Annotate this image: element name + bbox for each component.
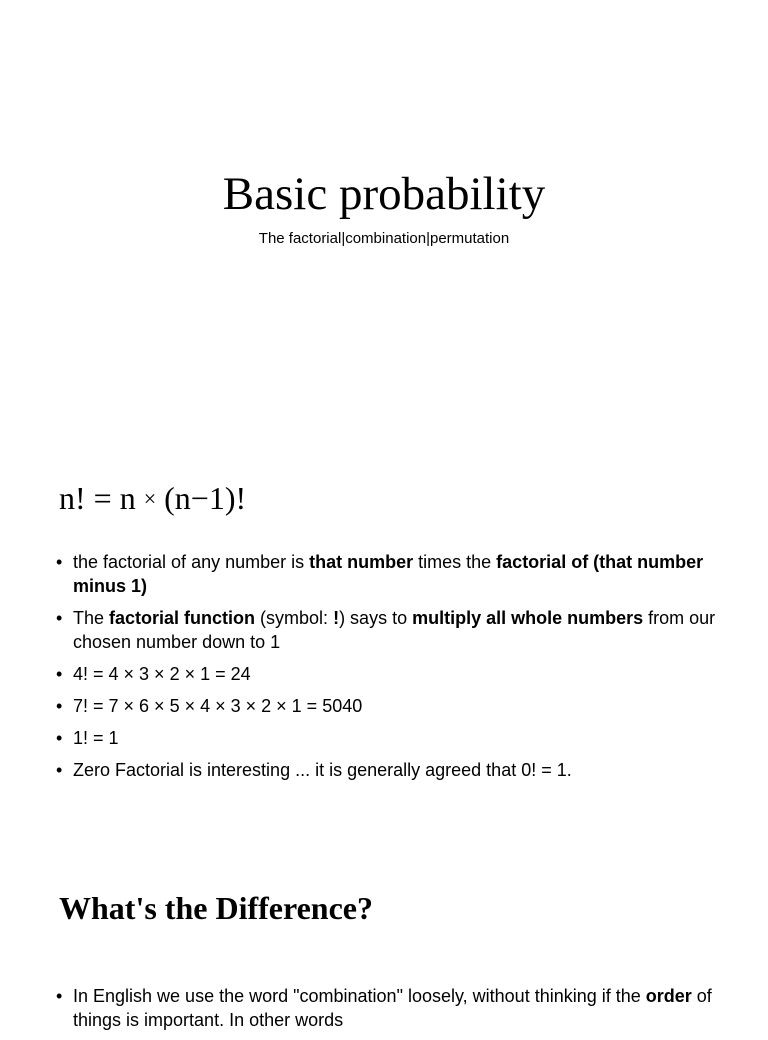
bullet-text: In English we use the word "combination" loosely, without thinking if the xyxy=(73,986,646,1006)
bullet-emphasis-text: order xyxy=(645,986,692,1006)
bullet-text: 4! = 4 × 3 × 2 × 1 = 24 xyxy=(73,664,251,684)
bullet-dot-icon: • xyxy=(56,696,63,716)
bullet-emphasis-text: that number xyxy=(309,552,414,572)
bullet-dot-icon: • xyxy=(56,986,63,1006)
bullet-text: from our chosen number down to 1 xyxy=(73,608,716,652)
bullet-dot-icon: • xyxy=(56,664,63,684)
bullet-emphasis-text: multiply all whole numbers xyxy=(412,608,644,628)
bullet-emphasis-text: ! xyxy=(333,608,340,628)
bullet-item xyxy=(56,550,726,598)
bullet-emphasis-text: factorial function xyxy=(109,608,256,628)
bullet-dot-icon: • xyxy=(56,608,63,628)
formula-left: n! = n xyxy=(59,480,136,516)
difference-bullet-list xyxy=(56,984,726,1040)
factorial-formula xyxy=(59,478,246,522)
bullet-text: The xyxy=(73,608,110,628)
formula-times-sign: × xyxy=(143,486,157,511)
factorial-bullet-list xyxy=(56,550,726,790)
bullet-dot-icon: • xyxy=(56,728,63,748)
bullet-dot-icon: • xyxy=(56,552,63,572)
difference-title: What's the Difference? xyxy=(59,890,373,926)
bullet-text: times the xyxy=(413,552,497,572)
bullet-item xyxy=(56,726,726,750)
slide-title: Basic probability xyxy=(222,168,546,220)
bullet-item xyxy=(56,694,726,718)
factorial-slide xyxy=(0,440,768,840)
bullet-emphasis-text: factorial of (that number minus 1) xyxy=(73,552,704,596)
bullet-text: 1! = 1 xyxy=(73,728,119,748)
slide-subtitle: The factorial|combination|permutation xyxy=(258,230,510,247)
bullet-text: (symbol: xyxy=(255,608,334,628)
bullet-item xyxy=(56,758,726,782)
bullet-text: the factorial of any number is xyxy=(73,552,310,572)
bullet-item xyxy=(56,984,726,1032)
bullet-item xyxy=(56,606,726,654)
title-slide xyxy=(0,0,768,440)
bullet-dot-icon: • xyxy=(56,760,63,780)
bullet-text: Zero Factorial is interesting ... it is generally agreed that 0! = 1. xyxy=(73,760,572,780)
bullet-text: 7! = 7 × 6 × 5 × 4 × 3 × 2 × 1 = 5040 xyxy=(73,696,363,716)
bullet-text: of things is important. In other words xyxy=(73,986,712,1030)
difference-slide xyxy=(0,840,768,1030)
bullet-text: ) says to xyxy=(339,608,413,628)
bullet-item xyxy=(56,662,726,686)
formula-right: (n−1)! xyxy=(164,480,247,516)
